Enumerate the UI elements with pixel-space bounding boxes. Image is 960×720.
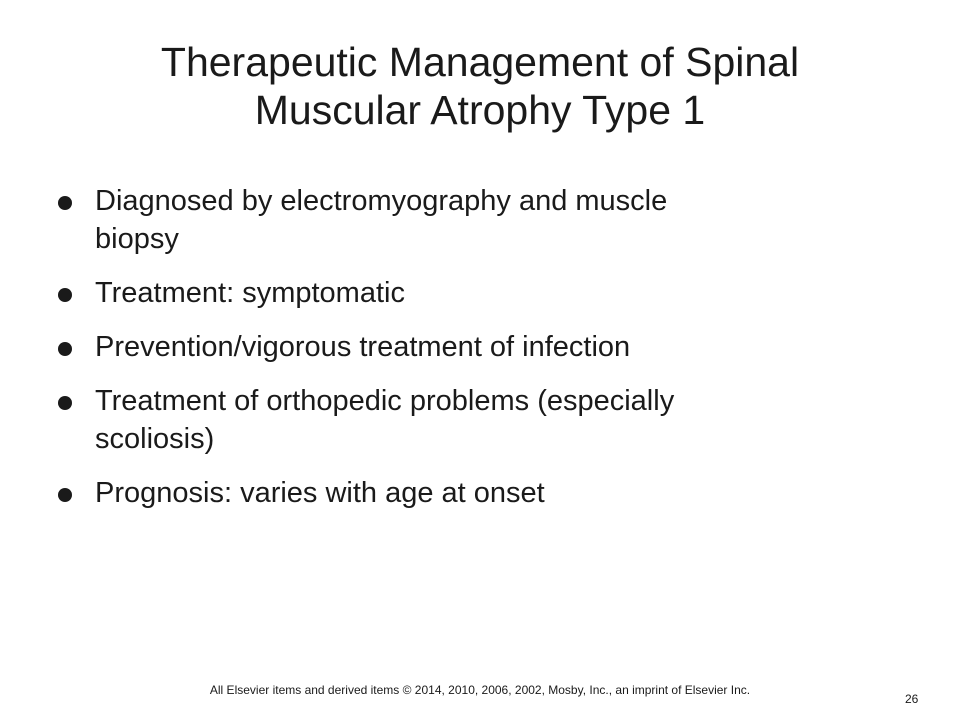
- bullet-text-line: biopsy: [95, 223, 179, 255]
- bullet-text-line: Diagnosed by electromyography and muscle: [95, 185, 668, 217]
- bullet-item: [58, 274, 878, 312]
- bullet-text-line: scoliosis): [95, 423, 215, 455]
- bullet-icon: [58, 288, 72, 302]
- bullet-icon: [58, 196, 72, 210]
- bullet-list: [58, 182, 878, 528]
- bullet-text-line: Prognosis: varies with age at onset: [95, 477, 545, 509]
- bullet-icon: [58, 396, 72, 410]
- bullet-text-line: Treatment of orthopedic problems (especially: [95, 385, 675, 417]
- bullet-item: [58, 328, 878, 366]
- bullet-icon: [58, 342, 72, 356]
- slide-title-line: Therapeutic Management of Spinal: [160, 39, 800, 85]
- bullet-icon: [58, 488, 72, 502]
- copyright-footer: All Elsevier items and derived items © 2014, 2010, 2006, 2002, Mosby, Inc., an imprint of Elsevier Inc.: [209, 683, 751, 697]
- slide-number: 26: [905, 692, 919, 706]
- bullet-text-line: Prevention/vigorous treatment of infection: [95, 331, 631, 363]
- slide-title-line: Muscular Atrophy Type 1: [254, 87, 706, 133]
- bullet-item: [58, 474, 878, 512]
- bullet-item: [58, 382, 878, 458]
- bullet-item: [58, 182, 878, 258]
- slide-title: [60, 38, 900, 134]
- bullet-text-line: Treatment: symptomatic: [95, 277, 405, 309]
